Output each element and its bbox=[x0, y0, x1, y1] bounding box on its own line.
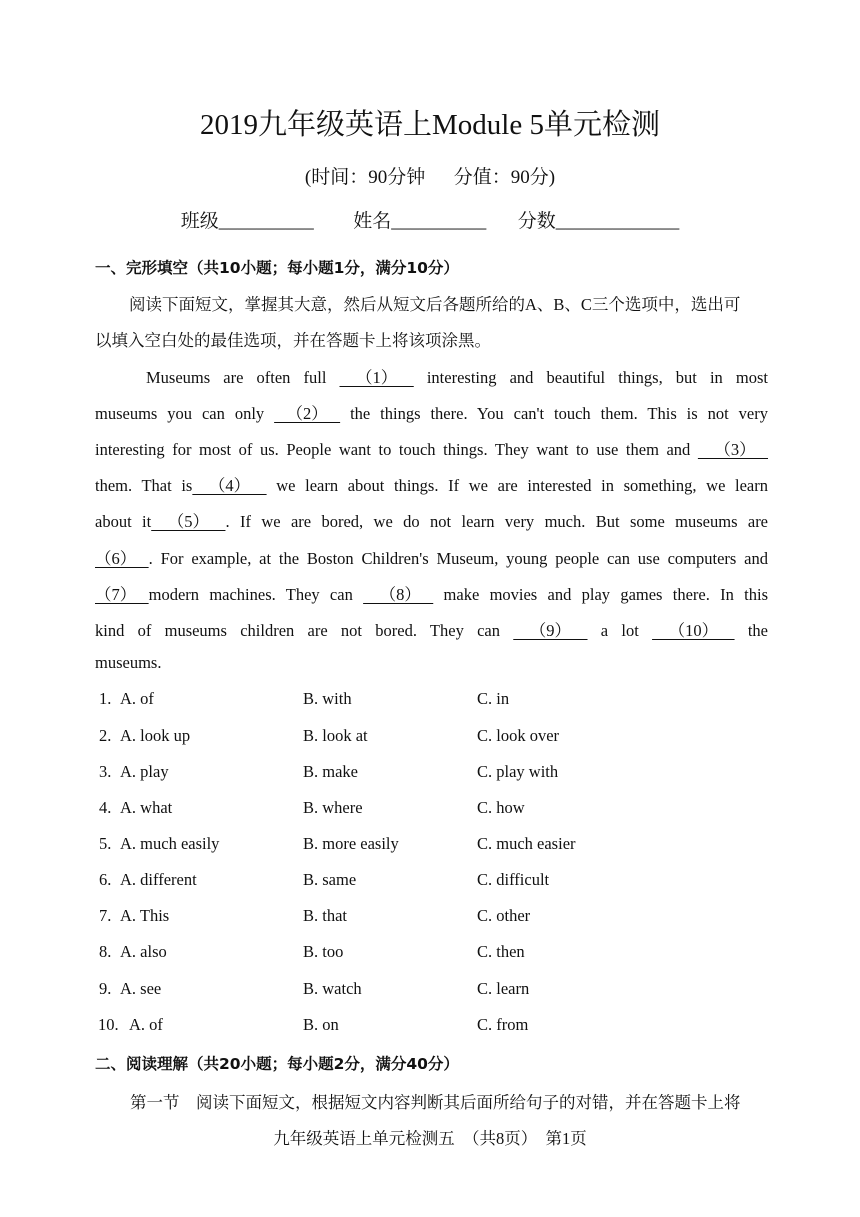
blank-9: （9） bbox=[513, 621, 588, 640]
passage-line-7: （7） modern machines. They can （8） make movies and play games there. In this bbox=[95, 581, 768, 605]
section1-instructions-line2: 以填入空白处的最佳选项，并在答题卡上将该项涂黑。 bbox=[95, 331, 491, 350]
question-number: 8. bbox=[99, 942, 112, 961]
question-number: 6. bbox=[99, 870, 112, 889]
option-c: C. learn bbox=[477, 979, 530, 998]
blank-5: （5） bbox=[151, 512, 226, 531]
question-number: 9. bbox=[99, 979, 112, 998]
option-b: B. on bbox=[303, 1015, 339, 1034]
passage-line-1: Museums are often full （1） interesting and beautiful things, but in most bbox=[146, 364, 768, 388]
option-b: B. watch bbox=[303, 979, 362, 998]
passage-line-3: interesting for most of us. People want to touch things. They want to use them and （3） bbox=[95, 436, 768, 460]
passage-line-4: them. That is （4） we learn about things. If we are interested in something, we learn bbox=[95, 472, 768, 496]
passage-line-2: museums you can only （2） the things there. You can't touch them. This is not very bbox=[95, 400, 768, 424]
option-b: B. where bbox=[303, 798, 363, 817]
option-c: C. from bbox=[477, 1015, 529, 1034]
name-field: 姓名__________ bbox=[353, 211, 487, 232]
passage-line-8: kind of museums children are not bored. They can （9） a lot （10） the bbox=[95, 617, 768, 641]
blank-8: （8） bbox=[363, 585, 434, 604]
option-a: A. of bbox=[120, 689, 154, 708]
option-c: C. play with bbox=[477, 762, 559, 781]
option-a: A. play bbox=[120, 762, 169, 781]
passage-line-6: （6） . For example, at the Boston Children's Museum, young people can use computers and bbox=[95, 545, 768, 569]
option-a: A. look up bbox=[120, 726, 191, 745]
option-b: B. too bbox=[303, 942, 344, 961]
score-field: 分数_____________ bbox=[517, 211, 680, 232]
question-number: 10. bbox=[98, 1015, 119, 1034]
option-c: C. in bbox=[477, 689, 510, 708]
blank-3: （3） bbox=[697, 440, 769, 459]
question-number: 3. bbox=[99, 762, 112, 781]
option-c: C. much easier bbox=[477, 834, 576, 853]
option-a: A. what bbox=[120, 798, 173, 817]
option-b: B. look at bbox=[303, 726, 368, 745]
blank-4: （4） bbox=[192, 476, 267, 495]
class-field: 班级__________ bbox=[180, 211, 314, 232]
blank-7: （7） bbox=[95, 585, 149, 604]
option-c: C. other bbox=[477, 906, 531, 925]
option-b: B. same bbox=[303, 870, 357, 889]
section1-instructions-line1: 阅读下面短文，掌握其大意，然后从短文后各题所给的A、B、C三个选项中，选出可 bbox=[129, 295, 741, 314]
blank-1: （1） bbox=[339, 368, 414, 387]
option-a: A. This bbox=[120, 906, 170, 925]
option-a: A. different bbox=[120, 870, 197, 889]
question-number: 7. bbox=[99, 906, 112, 925]
student-info-line bbox=[0, 206, 860, 233]
blank-6: （6） bbox=[95, 549, 149, 568]
question-number: 4. bbox=[99, 798, 112, 817]
option-a: A. of bbox=[129, 1015, 163, 1034]
blank-10: （10） bbox=[652, 621, 735, 640]
question-number: 2. bbox=[99, 726, 112, 745]
option-a: A. much easily bbox=[120, 834, 220, 853]
option-c: C. difficult bbox=[477, 870, 550, 889]
option-c: C. how bbox=[477, 798, 525, 817]
passage-line-5: about it （5） . If we are bored, we do not learn very much. But some museums are bbox=[95, 508, 768, 532]
option-b: B. make bbox=[303, 762, 358, 781]
option-b: B. that bbox=[303, 906, 347, 925]
blank-2: （2） bbox=[274, 404, 341, 423]
question-number: 5. bbox=[99, 834, 112, 853]
question-number: 1. bbox=[99, 689, 112, 708]
option-b: B. with bbox=[303, 689, 352, 708]
page-footer: 九年级英语上单元检测五 （共8页） 第1页 bbox=[273, 1129, 587, 1148]
page-title: 2019九年级英语上Module 5单元检测 bbox=[200, 109, 660, 141]
option-b: B. more easily bbox=[303, 834, 399, 853]
option-a: A. see bbox=[120, 979, 162, 998]
time-score-subtitle: (时间：90分钟 分值：90分) bbox=[304, 167, 556, 188]
option-c: C. look over bbox=[477, 726, 560, 745]
section2-heading: 二、阅读理解（共20小题；每小题2分，满分40分） bbox=[95, 1055, 459, 1073]
passage-line-9: museums. bbox=[95, 653, 162, 672]
option-c: C. then bbox=[477, 942, 525, 961]
section1-heading: 一、完形填空（共10小题；每小题1分，满分10分） bbox=[95, 259, 459, 277]
option-a: A. also bbox=[120, 942, 167, 961]
section2-part1-instructions: 第一节 阅读下面短文，根据短文内容判断其后面所给句子的对错，并在答题卡上将 bbox=[130, 1093, 741, 1112]
